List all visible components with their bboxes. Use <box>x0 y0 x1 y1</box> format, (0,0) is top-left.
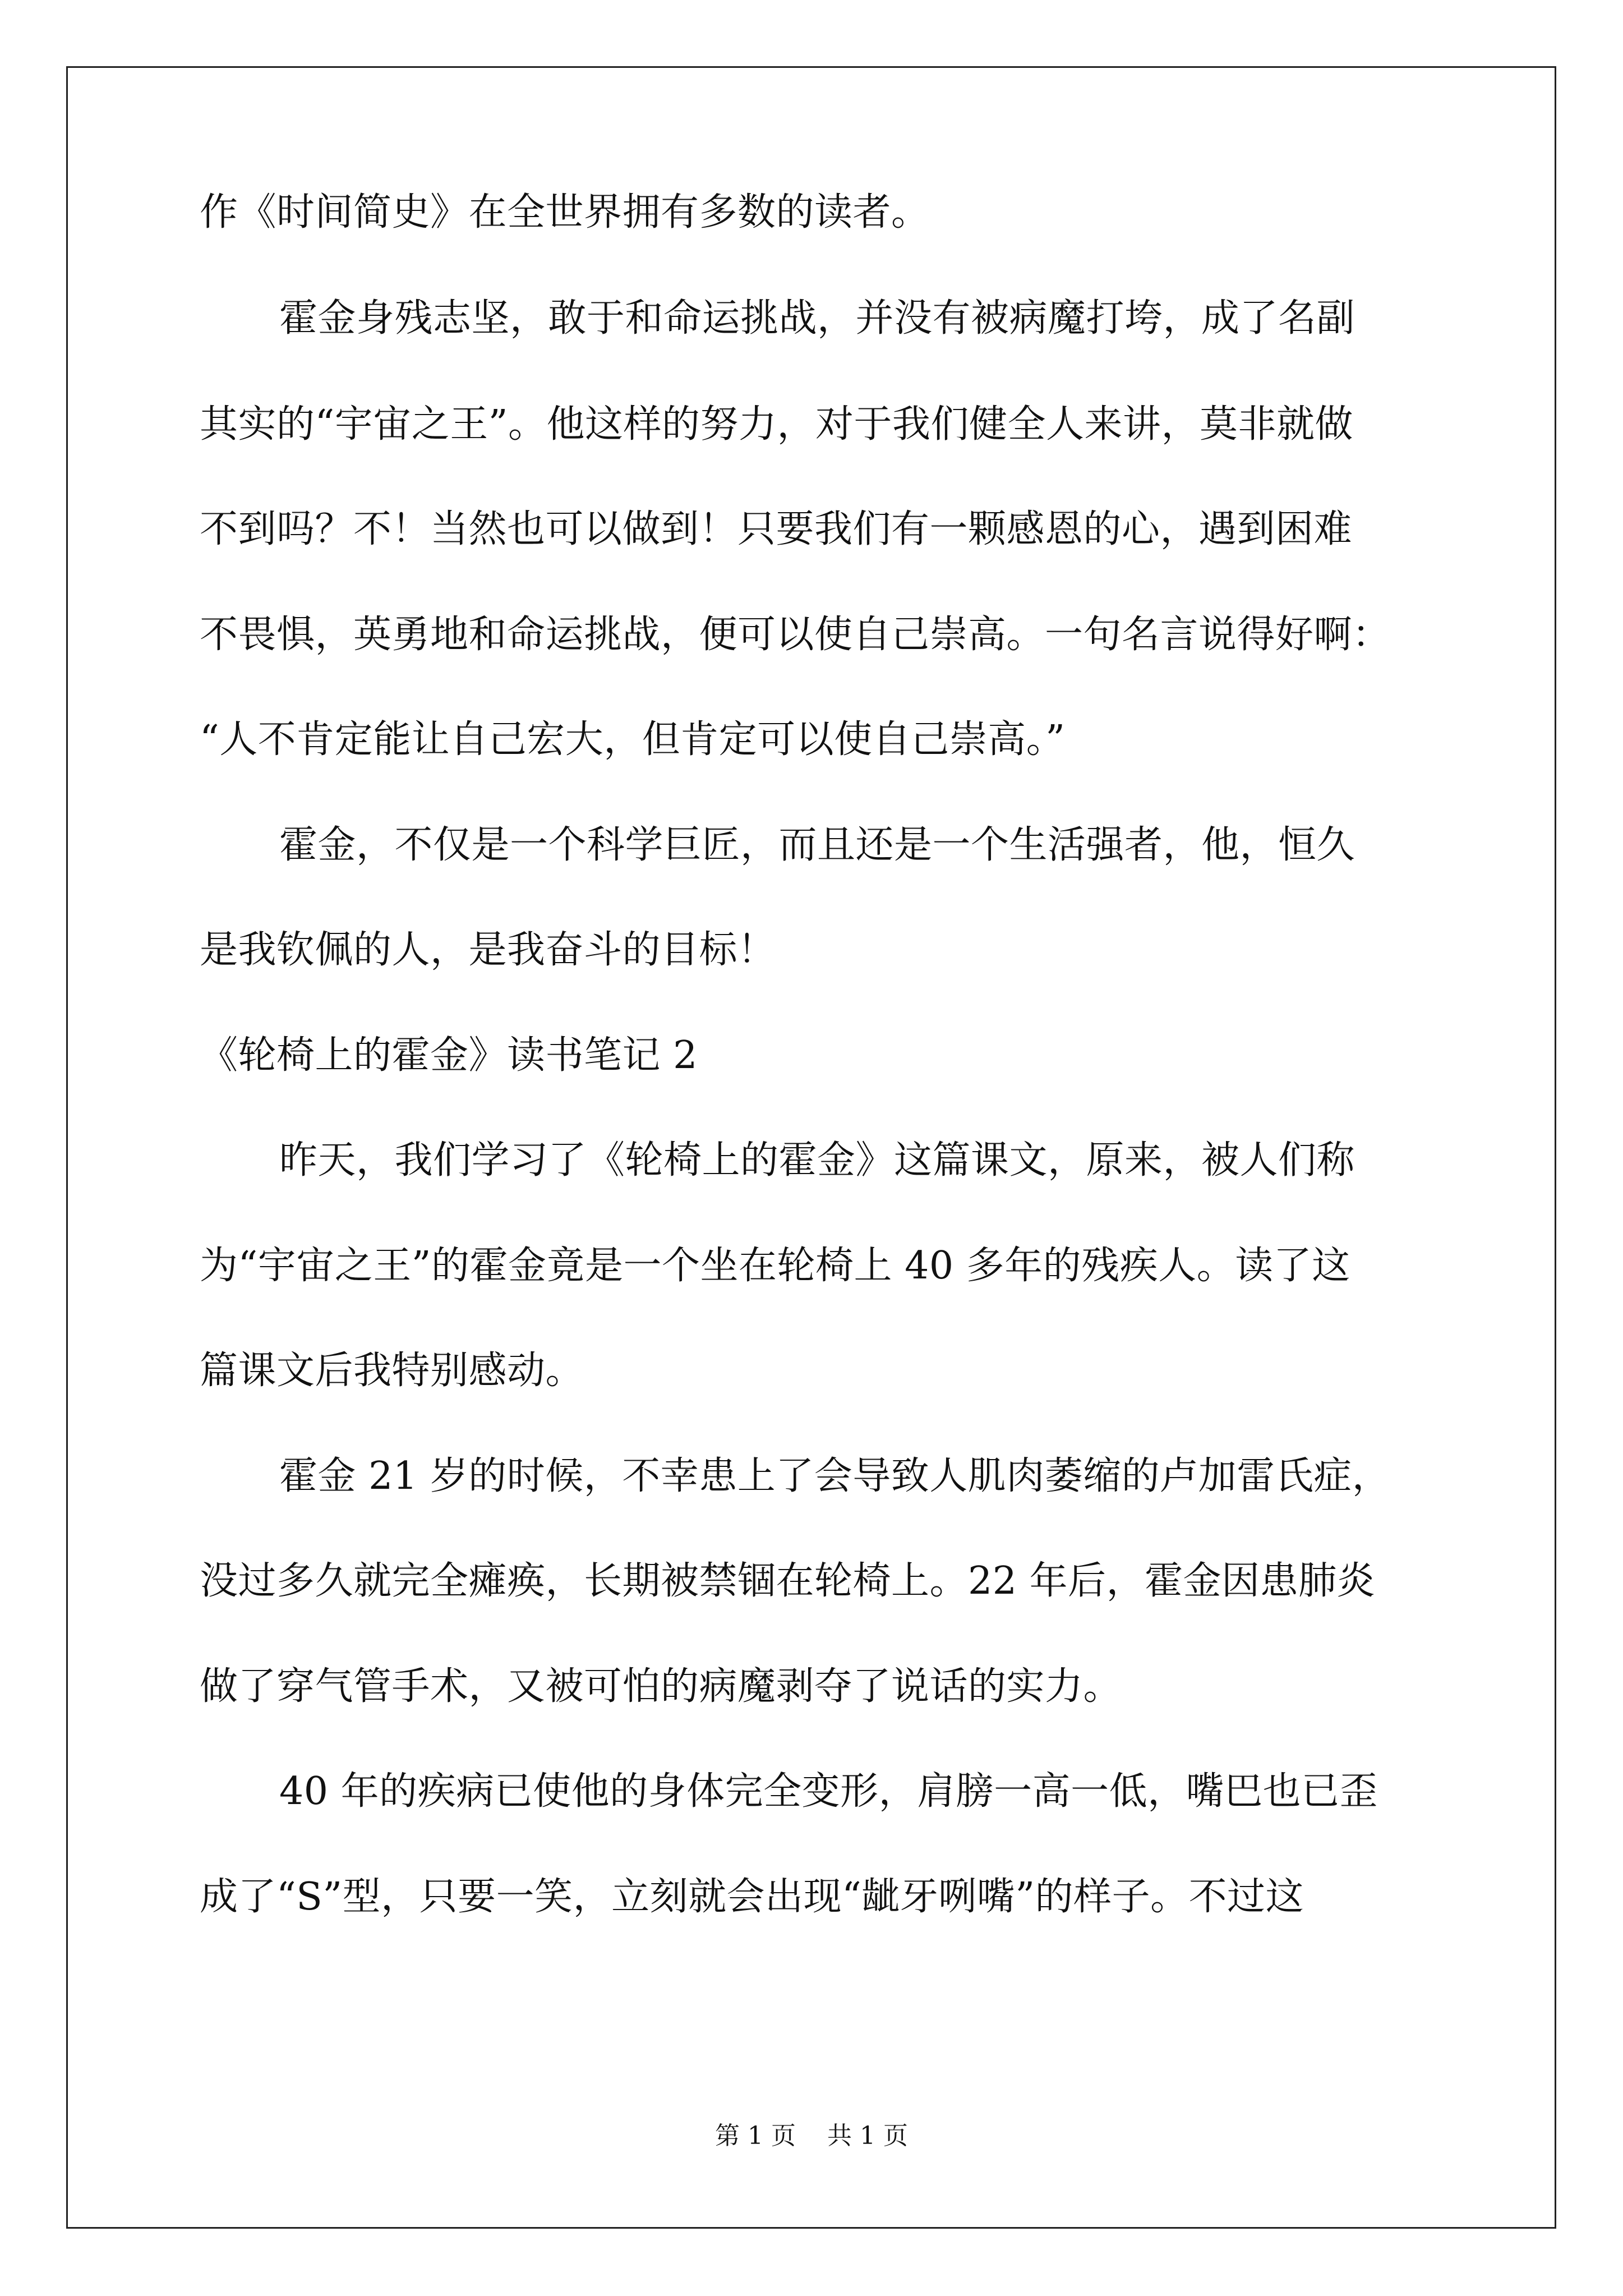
page-number: 第 1 页 <box>715 2122 796 2150</box>
body-text-line: “人不肯定能让自己宏大，但肯定可以使自己崇高。” <box>200 717 1066 762</box>
page-footer <box>0 2120 1623 2152</box>
body-text-line: 不到吗？不！当然也可以做到！只要我们有一颗感恩的心，遇到困难 <box>200 507 1353 551</box>
body-text-line: 篇课文后我特别感动。 <box>200 1349 584 1393</box>
paragraph-first-line: 霍金 21 岁的时候，不幸患上了会导致人肌肉萎缩的卢加雷氏症， <box>279 1454 1391 1498</box>
section-heading: 《轮椅上的霍金》读书笔记 2 <box>200 1033 698 1078</box>
paragraph-first-line: 霍金身残志坚，敢于和命运挑战，并没有被病魔打垮，成了名副 <box>279 296 1355 341</box>
body-text-line: 成了“S”型，只要一笑，立刻就会出现“龇牙咧嘴”的样子。不过这 <box>200 1875 1304 1919</box>
paragraph-first-line: 40 年的疾病已使他的身体完全变形，肩膀一高一低，嘴巴也已歪 <box>279 1769 1378 1814</box>
body-text-line: 没过多久就完全瘫痪，长期被禁锢在轮椅上。22 年后，霍金因患肺炎 <box>200 1559 1376 1603</box>
body-text-line: 作《时间简史》在全世界拥有多数的读者。 <box>200 190 930 234</box>
paragraph-first-line: 昨天，我们学习了《轮椅上的霍金》这篇课文，原来，被人们称 <box>279 1138 1355 1182</box>
body-text-line: 不畏惧，英勇地和命运挑战，便可以使自己崇高。一句名言说得好啊： <box>200 613 1391 657</box>
page-total: 共 1 页 <box>827 2122 908 2150</box>
body-text-line: 其实的“宇宙之王”。他这样的努力，对于我们健全人来讲，莫非就做 <box>200 402 1354 447</box>
body-text-line: 做了穿气管手术，又被可怕的病魔剥夺了说话的实力。 <box>200 1664 1122 1709</box>
paragraph-first-line: 霍金，不仅是一个科学巨匠，而且还是一个生活强者，他，恒久 <box>279 823 1355 867</box>
body-text-line: 为“宇宙之王”的霍金竟是一个坐在轮椅上 40 多年的残疾人。读了这 <box>200 1244 1350 1288</box>
body-text-line: 是我钦佩的人，是我奋斗的目标！ <box>200 928 776 972</box>
